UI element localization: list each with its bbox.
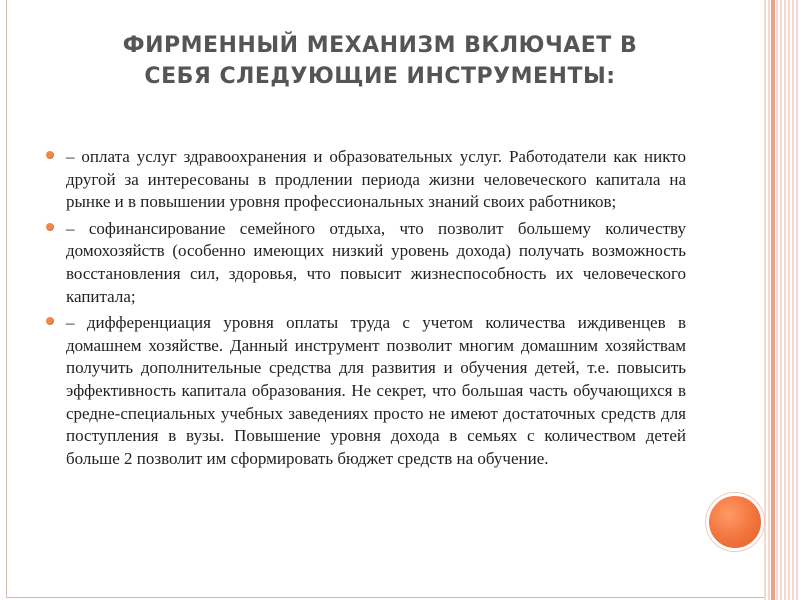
bullet-list [46,146,686,474]
bullet-text: – дифференциация уровня оплаты труда с учетом количества иждивенцев в домашнем хозяйстве. Данный инструмент позволит многим домашним хозяйствам получить дополнительные средства для развития и обучения детей, т.е. повысить эффективность капитала образования. Не секрет, что большая часть обучающихся в средне-специальных учебных заведениях просто не имеют достаточных средств для поступления в вузы. Повышение уровня дохода в семьях с количеством детей больше 2 позволит им сформировать бюджет средств на обучение. [66,313,686,468]
bullet-text: – софинансирование семейного отдыха, что позволит большему количеству домохозяйств (особенно имеющих низкий уровень дохода) получать возможность восстановления сил, здоровья, что повысит жизнеспособность их человеческого капитала; [66,218,686,306]
orange-circle-icon [706,493,764,551]
orange-dot-icon [46,151,54,159]
bullet-text: – оплата услуг здравоохранения и образовательных услуг. Работодатели как никто другой за интересованы в продлении периода жизни человеческого капитала на рынке и в повышении уровня профессиональных знаний своих работников; [66,147,686,212]
slide-title-line-1: ФИРМЕННЫЙ МЕХАНИЗМ ВКЛЮЧАЕТ В [122,33,638,58]
orange-dot-icon [46,317,54,325]
bullet-item [46,218,686,308]
bullet-item [46,146,686,214]
bullet-item [46,312,686,470]
slide-title-line-2: СЕБЯ СЛЕДУЮЩИЕ ИНСТРУМЕНТЫ: [144,64,616,89]
slide-title [50,30,710,92]
decorative-stripes [764,0,800,600]
orange-dot-icon [46,223,54,231]
decorative-stripe-accent [771,0,775,600]
